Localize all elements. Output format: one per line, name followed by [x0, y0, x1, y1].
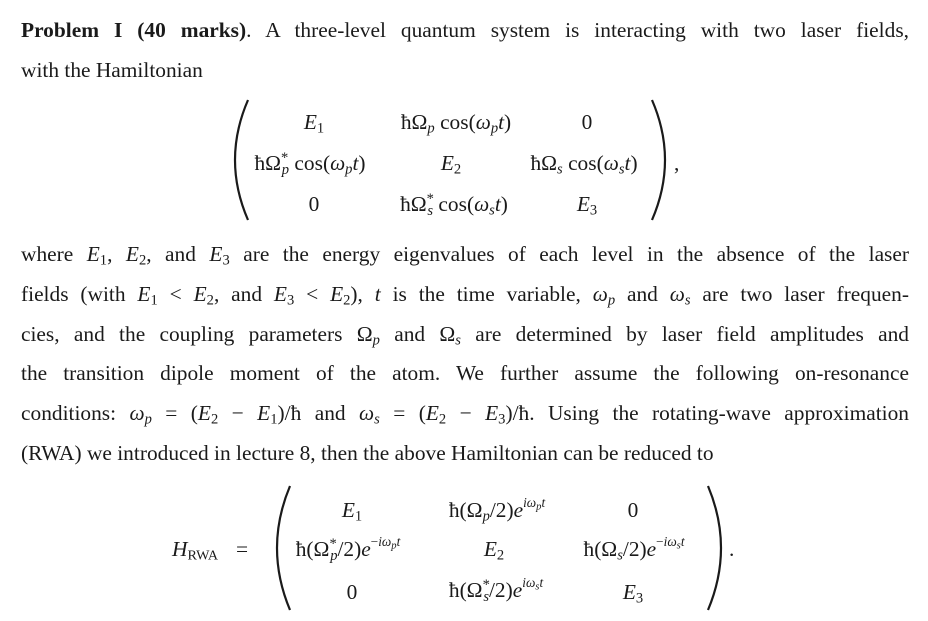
paragraph-line-5: conditions: $\omega_p = (E_2$ − $E_1)/ħ$ and $\omega_s = (E_2$ − $E_3)/ħ$. Using the rotating-wave approximation	[21, 401, 910, 428]
m1-cell-3-3: $E_3$	[576, 192, 598, 219]
paragraph-line-4: the transition dipole moment of the atom. We further assume the following on-resonance	[21, 361, 909, 385]
m2-cell-3-2: $ħ(\Omega^*_s/2)e^{i\omega_st}$	[448, 575, 544, 605]
m1-cell-2-2: $E_2$	[440, 151, 462, 178]
paragraph-line-2: fields (with $E_1 < E_2$, and $E_3 < E_2$), t is the time variable, $\omega_p$ and $\omega_s$ are two laser frequen-	[21, 282, 909, 309]
m1-cell-2-3: $ħ\Omega_s$ $\cos(\omega_st)$	[530, 151, 638, 178]
m2-cell-1-3: 0	[627, 498, 639, 522]
m2-trailing-period: .	[729, 537, 735, 561]
m2-cell-1-2: $ħ(\Omega_p/2)e^{i\omega_pt}$	[448, 495, 546, 525]
m2-cell-1-1: $E_1$	[341, 498, 363, 525]
m1-trailing-comma: ,	[674, 151, 680, 175]
m1-cell-1-1: $E_1$	[303, 110, 325, 137]
m2-cell-3-1: 0	[346, 580, 358, 604]
paragraph-line-3: cies, and the coupling parameters $\Omega_p$ and $\Omega_s$ are determined by laser field amplitudes and	[21, 322, 910, 349]
paragraph-line-6: (RWA) we introduced in lecture 8, then the above Hamiltonian can be reduced to	[21, 441, 714, 465]
problem-intro-line-2: with the Hamiltonian	[21, 58, 203, 82]
hrwa-label: $H_{RWA}$	[172, 537, 219, 564]
paragraph-line-1: where $E_1$, $E_2$, and $E_3$ are the energy eigenvalues of each level in the absence of the laser	[21, 242, 910, 269]
m1-cell-1-3: 0	[581, 110, 593, 134]
m2-cell-3-3: $E_3$	[622, 580, 644, 607]
m2-cell-2-2: $E_2$	[483, 537, 505, 564]
hrwa-equals: =	[236, 537, 249, 561]
m1-cell-3-1: 0	[308, 192, 320, 216]
m2-cell-2-1: $ħ(\Omega^*_p/2)e^{-i\omega_pt}$	[295, 534, 401, 564]
m1-cell-2-1: $ħ\Omega^*_p$ $\cos(\omega_pt)$	[254, 150, 366, 178]
problem-heading: Problem I (40 marks)	[21, 18, 247, 42]
m2-cell-2-3: $ħ(\Omega_s/2)e^{-i\omega_st}$	[583, 534, 685, 564]
m1-cell-1-2: $ħ\Omega_p$ $\cos(\omega_pt)$	[400, 110, 512, 137]
problem-intro-text: . A three-level quantum system is interacting with two laser fields,	[246, 18, 909, 42]
m1-cell-3-2: $ħ\Omega^*_s$ $\cos(\omega_st)$	[400, 191, 508, 219]
